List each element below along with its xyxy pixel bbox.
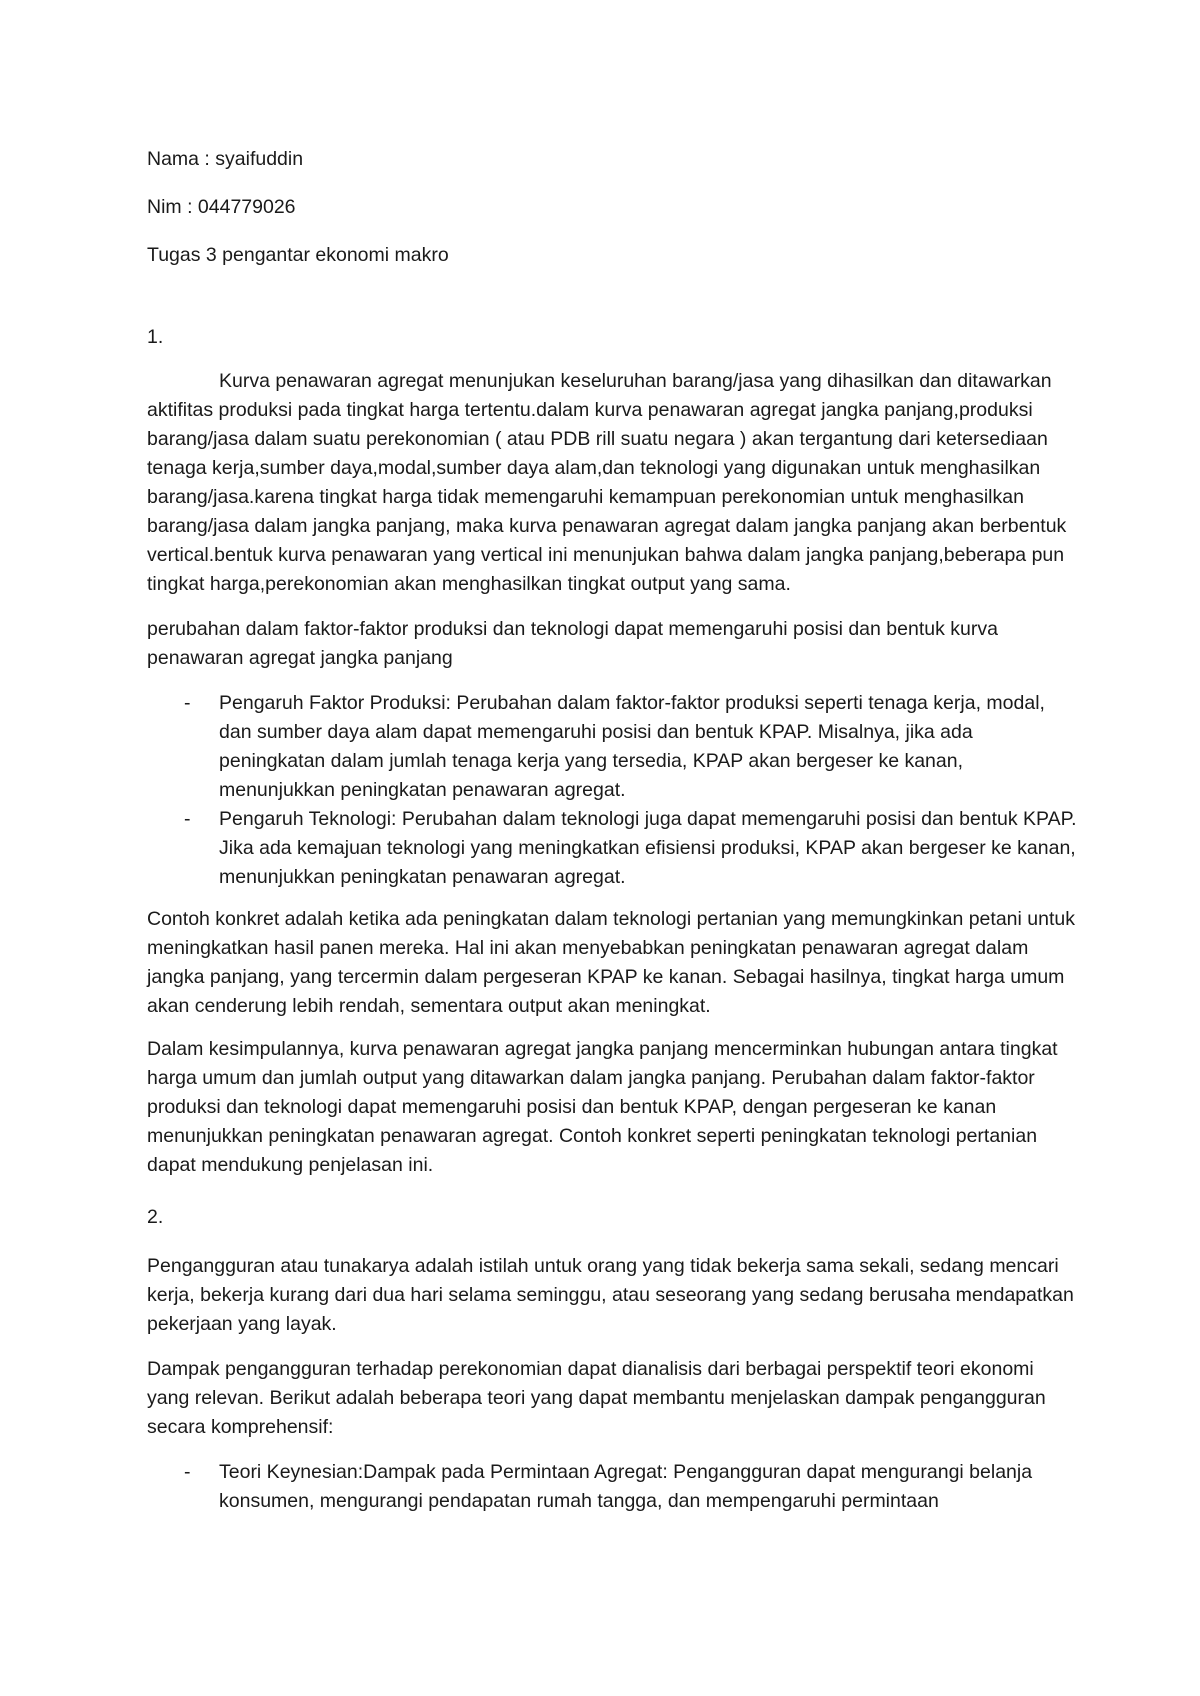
assignment-title: Tugas 3 pengantar ekonomi makro (147, 244, 449, 266)
list-item-text: Pengaruh Teknologi: Perubahan dalam teknologi juga dapat memengaruhi posisi dan bentuk KPAP. Jika ada kemajuan teknologi yang meningkatkan efisiensi produksi, KPAP akan bergeser ke kanan, menunjukkan peningkatan penawaran agregat. (219, 808, 1077, 888)
list-item-text: Pengaruh Faktor Produksi: Perubahan dalam faktor-faktor produksi seperti tenaga kerja, modal, dan sumber daya alam dapat memengaruhi posisi dan bentuk KPAP. Misalnya, jika ada peningkatan dalam jumlah tenaga kerja yang tersedia, KPAP akan bergeser ke kanan, menunjukkan peningkatan penawaran agregat. (219, 692, 1045, 801)
q2-bullet-list (147, 1458, 1077, 1516)
q1-paragraph-4: Dalam kesimpulannya, kurva penawaran agregat jangka panjang mencerminkan hubungan antara tingkat harga umum dan jumlah output yang ditawarkan dalam jangka panjang. Perubahan dalam faktor-faktor produksi dan teknologi dapat memengaruhi posisi dan bentuk KPAP, dengan pergeseran ke kanan menunjukkan peningkatan penawaran agregat. Contoh konkret seperti peningkatan teknologi pertanian dapat mendukung penjelasan ini. (147, 1038, 1058, 1176)
dash-marker: - (184, 808, 191, 830)
dash-marker: - (184, 692, 191, 714)
list-item (147, 1458, 1077, 1516)
q1-bullet-list (147, 689, 1077, 892)
q1-paragraph-3: Contoh konkret adalah ketika ada peningkatan dalam teknologi pertanian yang memungkinkan petani untuk meningkatkan hasil panen mereka. Hal ini akan menyebabkan peningkatan penawaran agregat dalam jangka panjang, yang tercermin dalam pergeseran KPAP ke kanan. Sebagai hasilnya, tingkat harga umum akan cenderung lebih rendah, sementara output akan meningkat. (147, 908, 1075, 1017)
question-1-number: 1. (147, 326, 164, 348)
list-item (147, 689, 1077, 805)
question-2-number: 2. (147, 1206, 164, 1228)
q1-paragraph-1: Kurva penawaran agregat menunjukan keseluruhan barang/jasa yang dihasilkan dan ditawarkan aktifitas produksi pada tingkat harga tertentu.dalam kurva penawaran agregat jangka panjang,produksi barang/jasa dalam suatu perekonomian ( atau PDB rill suatu negara ) akan tergantung dari ketersediaan tenaga kerja,sumber daya,modal,sumber daya alam,dan teknologi yang digunakan untuk menghasilkan barang/jasa.karena tingkat harga tidak memengaruhi kemampuan perekonomian untuk menghasilkan barang/jasa dalam jangka panjang, maka kurva penawaran agregat dalam jangka panjang akan berbentuk vertical.bentuk kurva penawaran yang vertical ini menunjukan bahwa dalam jangka panjang,beberapa pun tingkat harga,perekonomian akan menghasilkan tingkat output yang sama. (147, 370, 1067, 595)
list-item (147, 805, 1077, 892)
document-body (147, 146, 1077, 1516)
list-item-text: Teori Keynesian:Dampak pada Permintaan Agregat: Pengangguran dapat mengurangi belanja konsumen, mengurangi pendapatan rumah tangga, dan mempengaruhi permintaan (219, 1461, 1033, 1512)
student-nim: Nim : 044779026 (147, 196, 296, 218)
q2-paragraph-2: Dampak pengangguran terhadap perekonomian dapat dianalisis dari berbagai perspektif teori ekonomi yang relevan. Berikut adalah beberapa teori yang dapat membantu menjelaskan dampak pengangguran secara komprehensif: (147, 1358, 1046, 1438)
q1-paragraph-2: perubahan dalam faktor-faktor produksi dan teknologi dapat memengaruhi posisi dan bentuk kurva penawaran agregat jangka panjang (147, 618, 998, 669)
student-name: Nama : syaifuddin (147, 148, 304, 170)
dash-marker: - (184, 1461, 191, 1483)
q2-paragraph-1: Pengangguran atau tunakarya adalah istilah untuk orang yang tidak bekerja sama sekali, sedang mencari kerja, bekerja kurang dari dua hari selama seminggu, atau seseorang yang sedang berusaha mendapatkan pekerjaan yang layak. (147, 1255, 1074, 1335)
